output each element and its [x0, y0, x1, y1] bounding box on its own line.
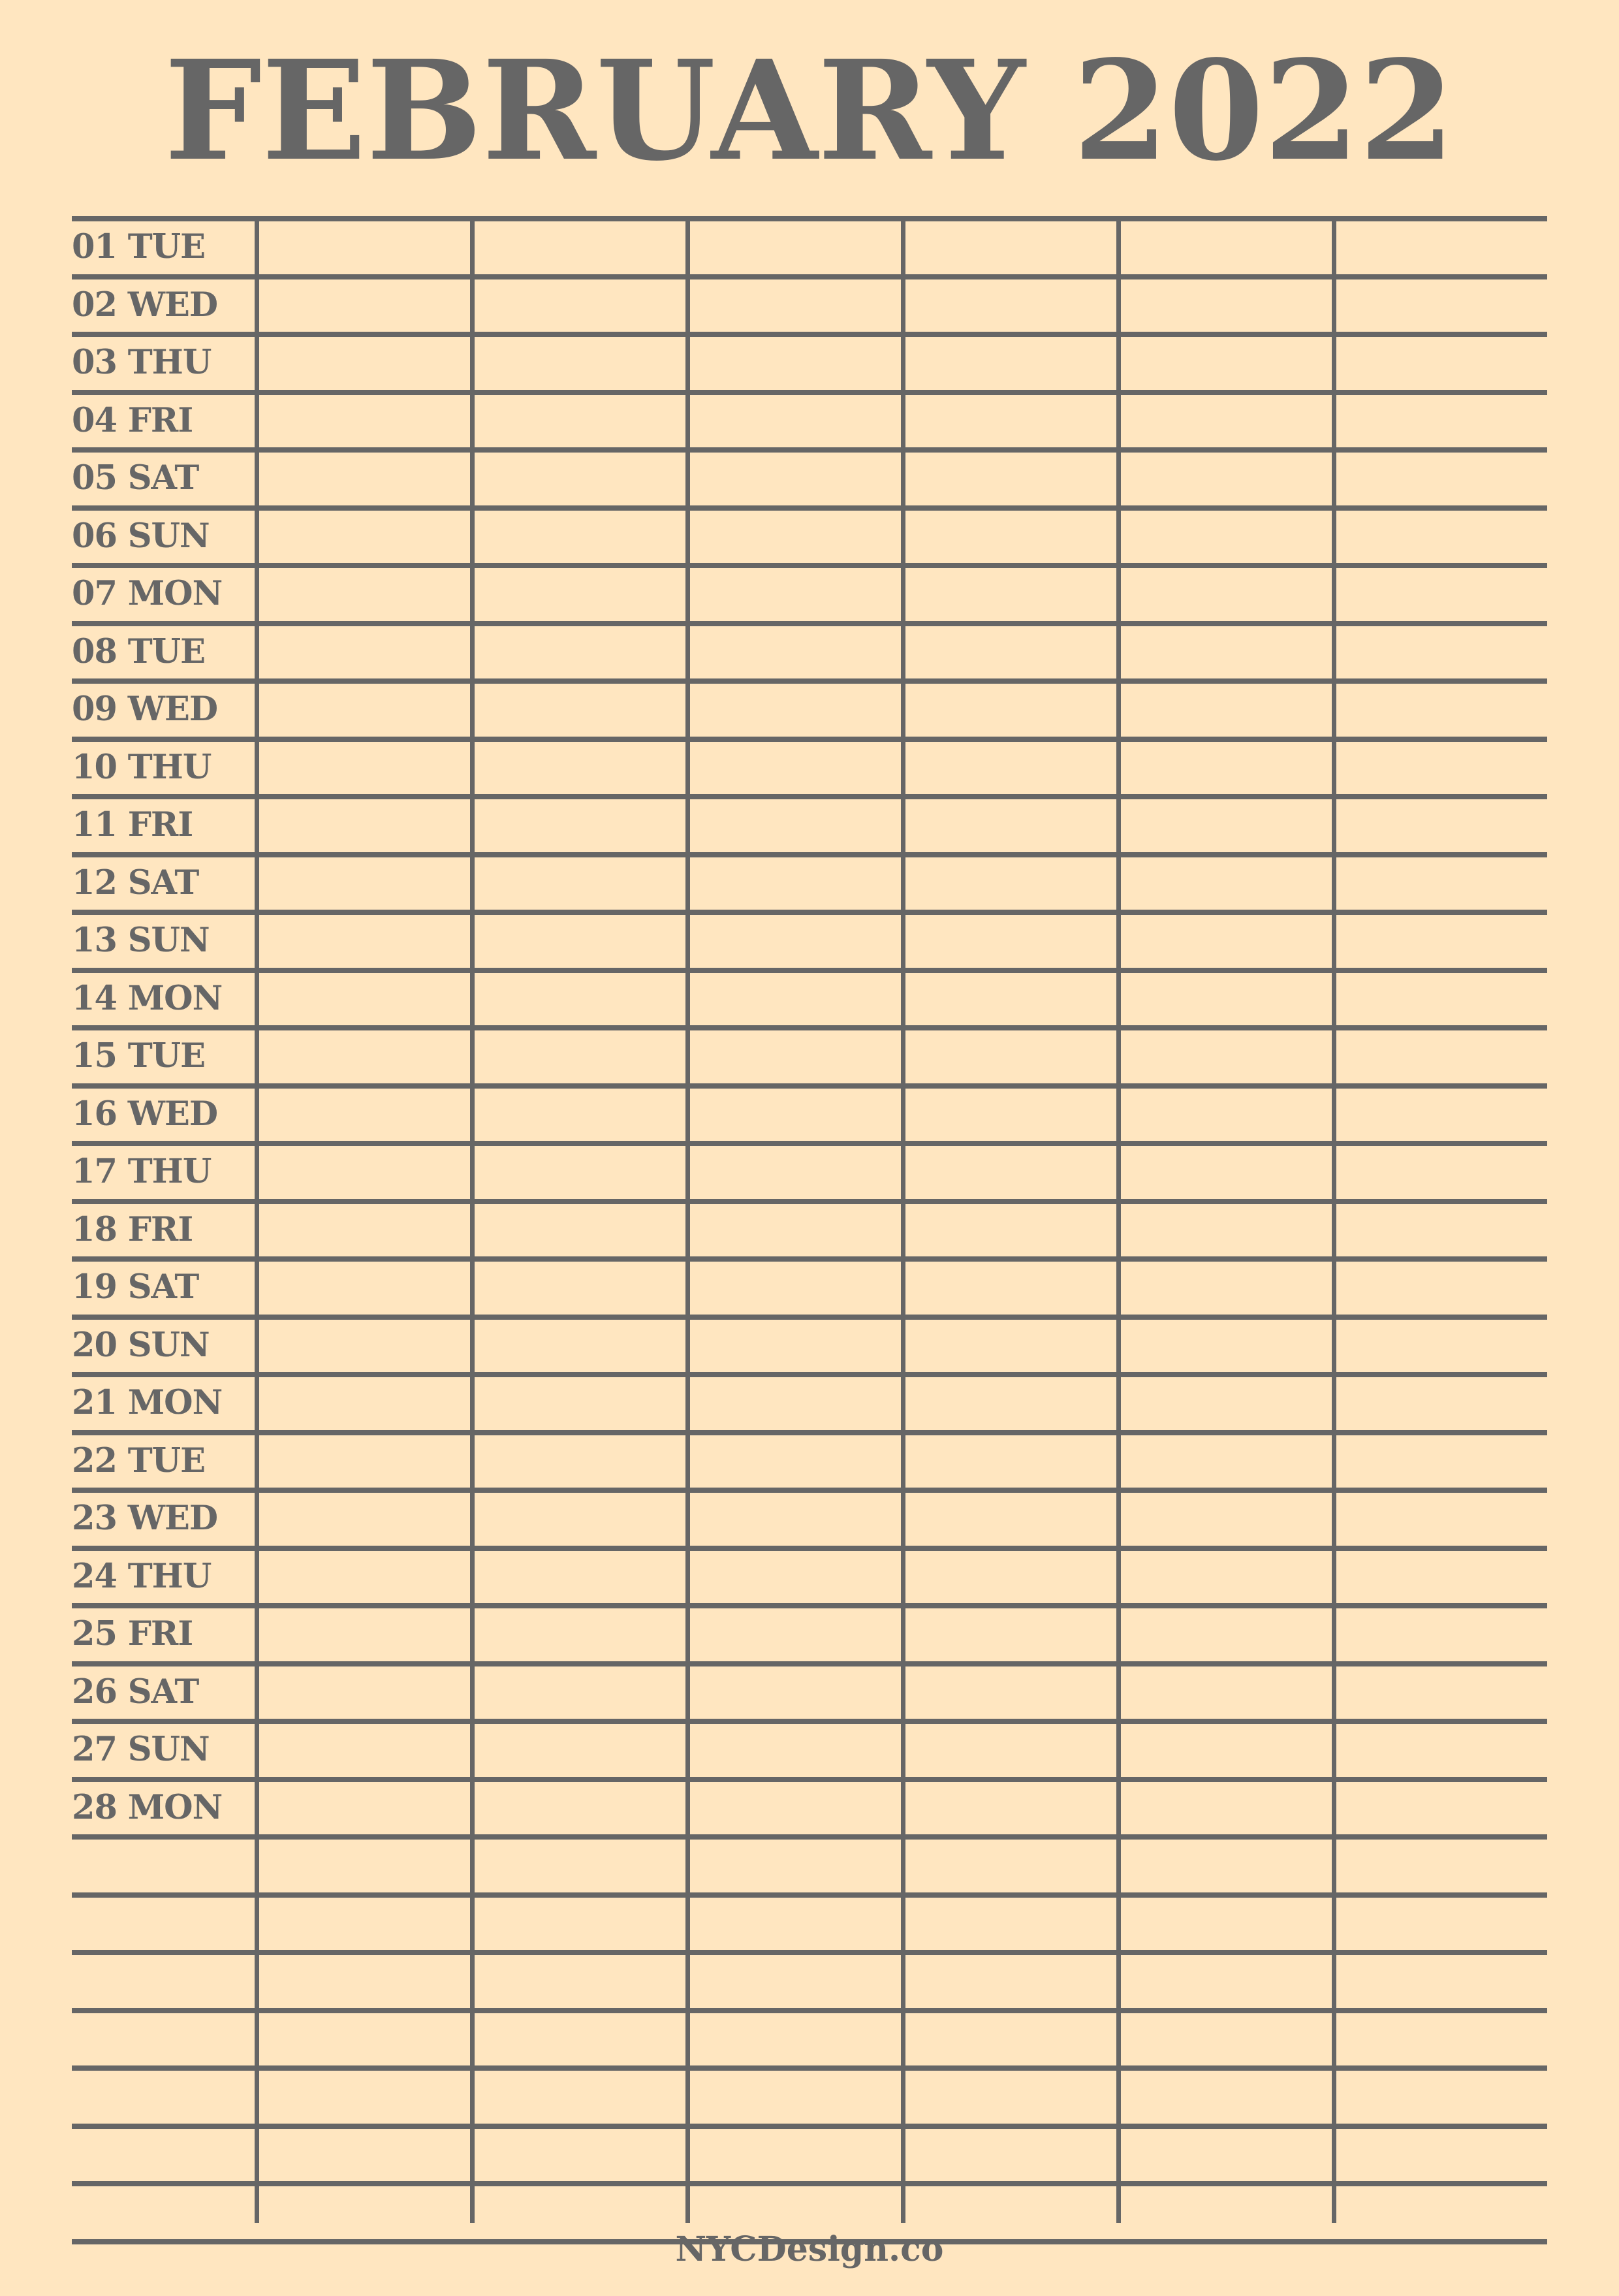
page-title: FEBRUARY 2022: [164, 30, 1455, 191]
day-label: 15 TUE: [72, 1036, 206, 1076]
row-divider: [72, 1199, 1547, 1204]
row-divider: [72, 390, 1547, 395]
row-divider: [72, 968, 1547, 973]
row-divider: [72, 794, 1547, 799]
footer-brand: NYCDesign.co: [675, 2229, 944, 2269]
day-label: 07 MON: [72, 574, 223, 613]
row-divider: [72, 678, 1547, 684]
day-label: 24 THU: [72, 1557, 212, 1596]
row-divider: [72, 563, 1547, 568]
day-label: 19 SAT: [72, 1268, 199, 1307]
row-divider: [72, 1430, 1547, 1435]
row-divider: [72, 1892, 1547, 1898]
day-label: 18 FRI: [72, 1210, 193, 1249]
day-label: 22 TUE: [72, 1441, 206, 1480]
row-divider: [72, 447, 1547, 453]
day-label: 13 SUN: [72, 921, 210, 960]
column-divider: [685, 218, 690, 2223]
day-label: 11 FRI: [72, 805, 193, 844]
day-label: 10 THU: [72, 748, 212, 787]
row-divider: [72, 2065, 1547, 2071]
row-divider: [72, 1256, 1547, 1262]
row-divider: [72, 1546, 1547, 1551]
column-divider: [1116, 218, 1121, 2223]
day-label: 05 SAT: [72, 458, 199, 498]
row-divider: [72, 274, 1547, 279]
day-label: 25 FRI: [72, 1614, 193, 1653]
row-divider: [72, 1488, 1547, 1493]
row-divider: [72, 1777, 1547, 1782]
day-label: 26 SAT: [72, 1672, 199, 1712]
day-label: 08 TUE: [72, 632, 206, 671]
day-label: 09 WED: [72, 690, 218, 729]
row-divider: [72, 1141, 1547, 1146]
day-label: 28 MON: [72, 1788, 223, 1827]
day-label: 01 TUE: [72, 227, 206, 266]
row-divider: [72, 1025, 1547, 1030]
row-divider: [72, 910, 1547, 915]
row-divider: [72, 1719, 1547, 1724]
row-divider: [72, 1315, 1547, 1320]
day-label: 23 WED: [72, 1499, 218, 1538]
day-label: 06 SUN: [72, 517, 210, 556]
row-divider: [72, 1372, 1547, 1377]
column-divider: [470, 218, 475, 2223]
row-divider: [72, 1661, 1547, 1666]
day-label: 14 MON: [72, 979, 223, 1018]
row-divider: [72, 621, 1547, 626]
row-divider: [72, 737, 1547, 742]
row-divider: [72, 332, 1547, 337]
column-divider: [1332, 218, 1336, 2223]
day-label: 21 MON: [72, 1383, 223, 1422]
column-divider: [255, 218, 259, 2223]
row-divider: [72, 505, 1547, 511]
row-divider: [72, 2008, 1547, 2013]
day-label: 16 WED: [72, 1094, 218, 1134]
row-divider: [72, 216, 1547, 221]
day-label: 17 THU: [72, 1152, 212, 1191]
day-label: 20 SUN: [72, 1326, 210, 1365]
row-divider: [72, 1603, 1547, 1608]
row-divider: [72, 2181, 1547, 2186]
row-divider: [72, 1083, 1547, 1089]
day-label: 12 SAT: [72, 863, 199, 902]
day-label: 27 SUN: [72, 1730, 210, 1769]
row-divider: [72, 1834, 1547, 1840]
column-divider: [901, 218, 905, 2223]
day-label: 02 WED: [72, 285, 218, 325]
day-label: 04 FRI: [72, 401, 193, 440]
row-divider: [72, 1950, 1547, 1955]
row-divider: [72, 2124, 1547, 2129]
day-label: 03 THU: [72, 343, 212, 382]
row-divider: [72, 852, 1547, 857]
